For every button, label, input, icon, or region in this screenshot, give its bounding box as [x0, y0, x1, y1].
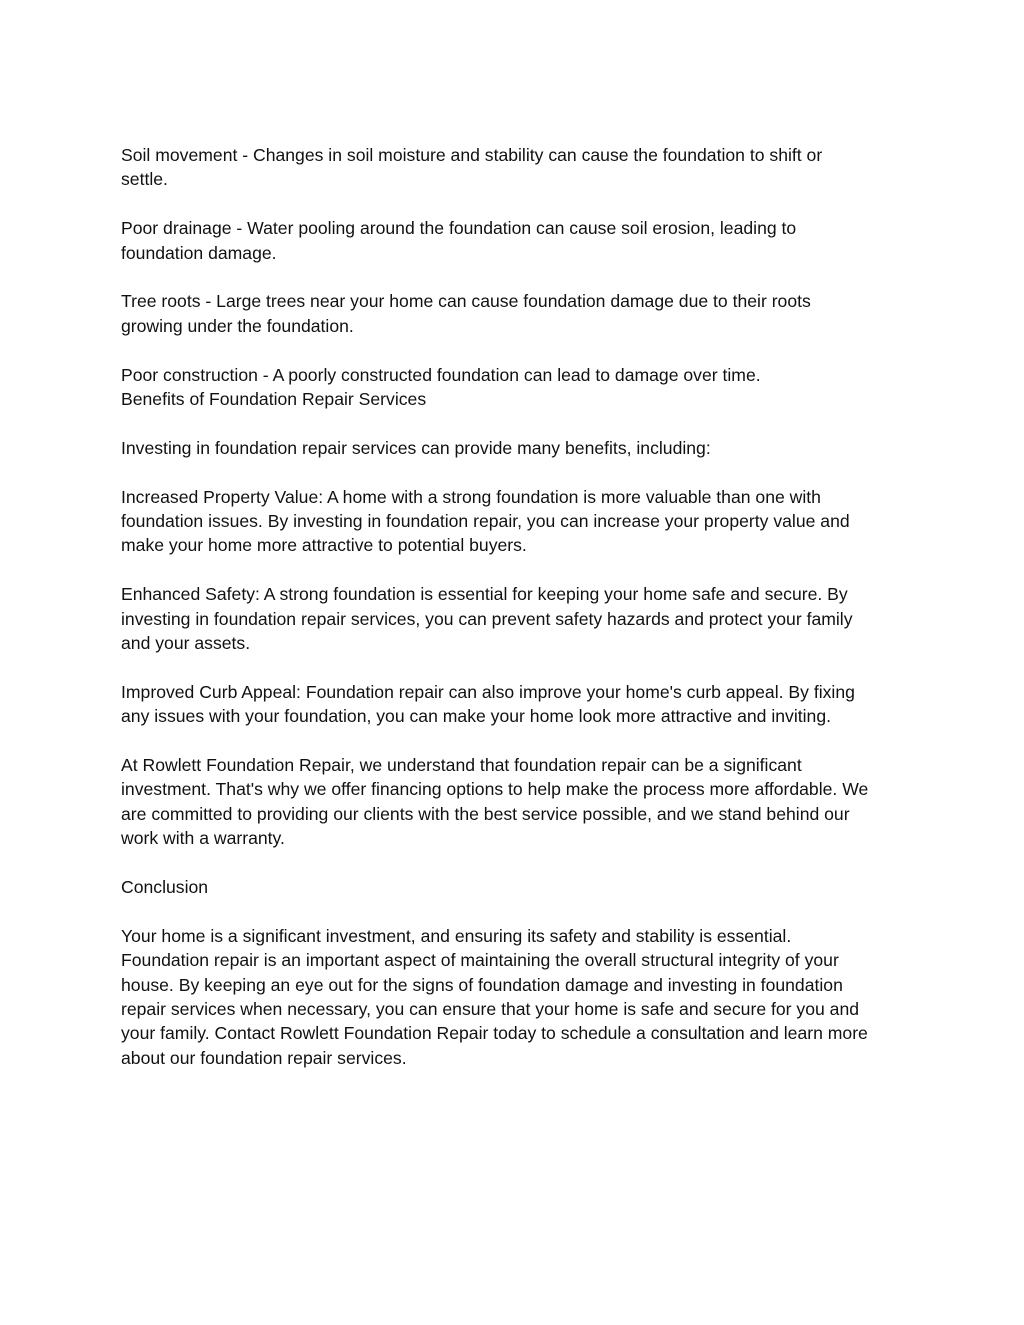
- paragraph-soil-movement: [121, 143, 911, 192]
- text-line: make your home more attractive to potential buyers.: [121, 535, 527, 556]
- paragraph-property-value: [121, 485, 911, 558]
- section-heading-benefits: Benefits of Foundation Repair Services: [121, 389, 427, 410]
- paragraph-benefits-intro: [121, 436, 911, 460]
- text-line: foundation damage.: [121, 242, 277, 263]
- text-line: Improved Curb Appeal: Foundation repair can also improve your home's curb appeal. By fixing: [121, 681, 855, 702]
- text-line: Your home is a significant investment, and ensuring its safety and stability is essential.: [121, 925, 792, 946]
- paragraph-enhanced-safety: [121, 582, 911, 655]
- text-line: At Rowlett Foundation Repair, we understand that foundation repair can be a significant: [121, 755, 802, 776]
- paragraph-conclusion: [121, 924, 911, 1070]
- text-line: Poor construction - A poorly constructed foundation can lead to damage over time.: [121, 364, 761, 385]
- section-heading-conclusion: [121, 875, 911, 899]
- text-line: Poor drainage - Water pooling around the foundation can cause soil erosion, leading to: [121, 218, 797, 239]
- paragraph-curb-appeal: [121, 680, 911, 729]
- text-line: growing under the foundation.: [121, 315, 354, 336]
- text-line: Tree roots - Large trees near your home can cause foundation damage due to their roots: [121, 291, 811, 312]
- text-line: Enhanced Safety: A strong foundation is essential for keeping your home safe and secure. By: [121, 584, 848, 605]
- text-line: Increased Property Value: A home with a strong foundation is more valuable than one with: [121, 486, 821, 507]
- paragraph-tree-roots: [121, 289, 911, 338]
- text-line: any issues with your foundation, you can make your home look more attractive and inviting.: [121, 706, 831, 727]
- text-line: Soil movement - Changes in soil moisture and stability can cause the foundation to shift or: [121, 145, 823, 165]
- text-line: investment. That's why we offer financing options to help make the process more affordable. We: [121, 779, 869, 800]
- text-line: work with a warranty.: [121, 828, 285, 849]
- text-line: house. By keeping an eye out for the signs of foundation damage and investing in foundation: [121, 974, 843, 995]
- paragraph-financing: [121, 753, 911, 851]
- paragraph-poor-construction: [121, 363, 911, 412]
- text-line: settle.: [121, 169, 168, 190]
- text-line: foundation issues. By investing in foundation repair, you can increase your property value and: [121, 511, 850, 532]
- text-line: Investing in foundation repair services can provide many benefits, including:: [121, 437, 711, 458]
- text-line: about our foundation repair services.: [121, 1047, 407, 1068]
- text-line: your family. Contact Rowlett Foundation Repair today to schedule a consultation and learn more: [121, 1023, 868, 1044]
- text-line: investing in foundation repair services, you can prevent safety hazards and protect your family: [121, 608, 853, 629]
- text-line: Conclusion: [121, 877, 209, 898]
- document-page: [121, 143, 911, 1095]
- text-line: are committed to providing our clients with the best service possible, and we stand behind our: [121, 803, 850, 824]
- paragraph-poor-drainage: [121, 216, 911, 265]
- text-line: and your assets.: [121, 633, 251, 654]
- text-line: Foundation repair is an important aspect of maintaining the overall structural integrity of your: [121, 950, 839, 971]
- text-line: repair services when necessary, you can ensure that your home is safe and secure for you and: [121, 999, 860, 1020]
